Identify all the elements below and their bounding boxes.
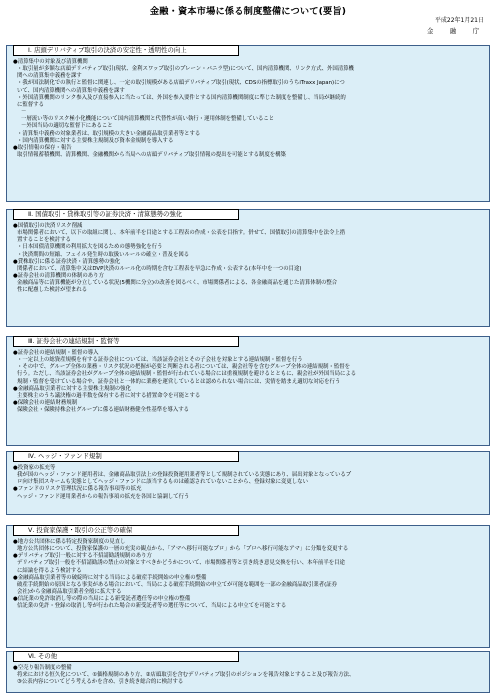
body-line: ロ向け集団スキームも実態としてヘッジ・ファンドに該当するものは確認されていないことから、登録対象に変更しない [17, 479, 308, 486]
body-line: ・外国清算機関のリンク参入及び直接参入に当たっては、外国を参入要件とする国内清算機関制度に準じた制度を整備し、当局が継続的 [17, 94, 346, 101]
body-line: 置することを検討する [17, 237, 71, 244]
section-body [13, 539, 485, 611]
section-heading: Ⅲ. 証券会社の連結規制・監督等 [13, 336, 239, 347]
body-line: ・清算集中義務の対象業者は、取引規模の大きい金融商品取引業者等とする [17, 130, 201, 137]
body-line: 破産手続開始の原因となる事実がある場合において、当局による破産手続開始の申立てが可能な範囲を一部の金融商品取引業者(証券 [17, 581, 338, 588]
body-line: 性に配慮した検討が望まれる [17, 287, 88, 294]
section-3 [6, 336, 490, 446]
body-line: － [21, 109, 27, 116]
section-heading: Ⅰ. 店頭デリバティブ取引の決済の安定性・透明性の向上 [13, 45, 239, 56]
subheading-line: ●国債取引の決済リスク削減 [13, 223, 83, 229]
subheading-line: ●信託業の免許取消し等の際の当局による新受託者選任等の申立権の整備 [13, 596, 191, 603]
section-heading: Ⅴ. 投資家保護・取引の公正等の確保 [13, 525, 239, 536]
section-heading: Ⅵ. その他 [13, 651, 239, 662]
body-line: 行う。ただし、当該証券会社がグループ全体の連結規制・監督が行われている場合には重複規制を避けるとともに、親会社が外国当局による [17, 371, 357, 378]
body-line: に監督する [17, 101, 44, 108]
body-line: ・取引量が多額な店頭デリバティブ取引(現状、金利スワップ取引のプレーン・バニラ型)について、国内清算機関、リンク方式、外国清算機 [17, 66, 354, 73]
section-1 [6, 45, 490, 202]
body-line: ③公表内容についてどう考えるかを含め、引き続き総合的に検討する [17, 679, 184, 686]
body-line: 信託業の免許・登録の取消し等が行われた場合の新受託者等の選任等について、当局による申立てを可能とする [17, 603, 287, 610]
section-body [13, 465, 485, 501]
subheading-line: ●デリバティブ取引一般に対する不招請勧誘規制のあり方 [13, 553, 152, 560]
section-body [13, 350, 485, 414]
section-heading: Ⅳ. ヘッジ・ファンド規制 [13, 451, 239, 462]
body-line: 会社)から金融商品取引業者全般に拡大する [17, 589, 122, 596]
body-line: 取引情報蓄積機関、清算機関、金融機関から当局への店頭デリバティブ取引情報の提出を可能とする制度を構築 [17, 152, 286, 159]
subheading-line: ●清算集中の対象及び清算機関 [13, 59, 88, 65]
body-line: ・決済期間の短縮、フェイル発生時の取扱いルールの確立・普及を図る [17, 251, 190, 258]
body-line: 我が国のヘッジ・ファンド運用者は、金融商品取引法上の登録投資運用業者等として規制されている実態にあり、届出対象となっているプ [17, 472, 352, 479]
body-line: いて、国内清算機関への清算集中義務を課す [17, 87, 125, 94]
body-line: 一層流い等のリスク極小化機能について国内清算機関と代替性が高い執行・運用体制を整備していること [21, 116, 275, 123]
section-body [13, 223, 485, 295]
body-line: －外国当局の適切な監督下にあること [21, 123, 113, 130]
subheading-line: ●証券会社の連結規制・監督の導入 [13, 350, 99, 356]
document-title: 金融・資本市場に係る制度整備について(要旨) [149, 6, 347, 17]
subheading-line: ●投資家の拡充等 [13, 465, 56, 471]
section-4 [6, 451, 490, 515]
section-body [13, 665, 485, 686]
section-2 [6, 209, 490, 327]
subheading-line: ●証券会社の清算機関の体制のあり方 [13, 273, 104, 280]
subheading-line: ●保険会社の連結財務規制 [13, 400, 78, 407]
body-line: ・国内清算機関に対する主要株主規制及び資本金規制を導入する [17, 137, 174, 144]
subheading-line: ●金融商品取引業者に対する主要株主規制の強化 [13, 385, 131, 392]
body-line: 金融商品等に清算機能が分立している状況(5機関に分立)の改善を図るべく、市場関係者による、各金融商品を通じた清算体制の整合 [17, 280, 338, 287]
body-line: ヘッジ・ファンド運用業者からの報告事項の拡充を各国と協調して行う [17, 493, 190, 500]
body-line: 主要株主のうち議決権の過半数を保有する者に対する措置命令を可能とする [17, 392, 201, 399]
section-6 [6, 651, 490, 693]
section-body [13, 59, 485, 159]
subheading-line: ●地方公共団体に係る特定投資家制度の見直し [13, 539, 126, 545]
body-line: ・我が国法制化での執行と監督に関連し、一定の取引規模がある店頭デリバティブ取引(現状、CDSの指標取引のうちiTraxx Japan)につ [17, 80, 345, 87]
body-line: ・一定以上の総資産規模を有する証券会社については、当該証券会社とその子会社を対象とする連結規制・監督を行う [17, 357, 303, 364]
body-line: デリバティブ取引一般を不招請勧誘の禁止の対象とすべきかどうかについて、市場関係者等と引き続き意見交換を行い、本年前半を目途 [17, 560, 345, 567]
body-line: に結論を得るよう検討する [17, 567, 82, 574]
document-date: 平成22年1月21日 [434, 17, 484, 24]
body-line: 地方公共団体について、投資家保護の一層の充実の観点から、「アマへ移行可能なプロ」から「プロへ移行可能なアマ」に分類を変更する [17, 546, 349, 553]
body-line: ・日本国債清算機関の利用拡大を図るための態勢強化を行う [17, 244, 163, 251]
body-line: 関係者において、清算集中又はDVP決済のルール化の時期を含む工程表を早急に作成・公表する(本年中を一つの目途) [17, 265, 302, 272]
body-line: 関への清算集中義務を課す [17, 73, 82, 80]
subheading-line: ●ファンドのリスク管理状況に係る報告事項等の拡充 [13, 486, 142, 493]
body-line: 将来における恒久化について、①価格規制のあり方、②店頭取引を含むデリバティブ取引のポジションを報告対象とすること及び報告方法、 [17, 672, 355, 679]
document-org: 金 融 庁 [427, 27, 484, 35]
body-line: 市場関係者において、以下の取組に関し、本年前半を目途とする工程表の作成・公表を目指す。併せて、国債取引の清算集中を法令上措 [17, 230, 346, 237]
subheading-line: ●貸株取引に係る証券決済・清算態勢の強化 [13, 258, 121, 265]
body-line: ・その中で、グループ全体の業務・リスク状況の把握が必要と判断される者については、親会社等を含むグループ全体の連結規制・監督を [17, 364, 351, 371]
subheading-line: ●金融商品取引業者等の破綻時に対する当局による破産手続開始の申立権の整備 [13, 574, 207, 581]
body-line: 規制・監督を受けている場合や、証券会社と一体的に業務を運営しているとは認められない場合には、実情を踏まえ適切な対応を行う [17, 378, 341, 385]
subheading-line: ●取引情報の保存・報告 [13, 144, 72, 151]
section-heading: Ⅱ. 国債取引・貸株取引等の証券決済・清算態勢の強化 [13, 209, 239, 220]
subheading-line: ●空売り報告制度の整備 [13, 665, 72, 671]
section-5 [6, 525, 490, 648]
body-line: 保険会社・保険持株会社グループに係る連結財務健全性基準を導入する [17, 407, 190, 414]
